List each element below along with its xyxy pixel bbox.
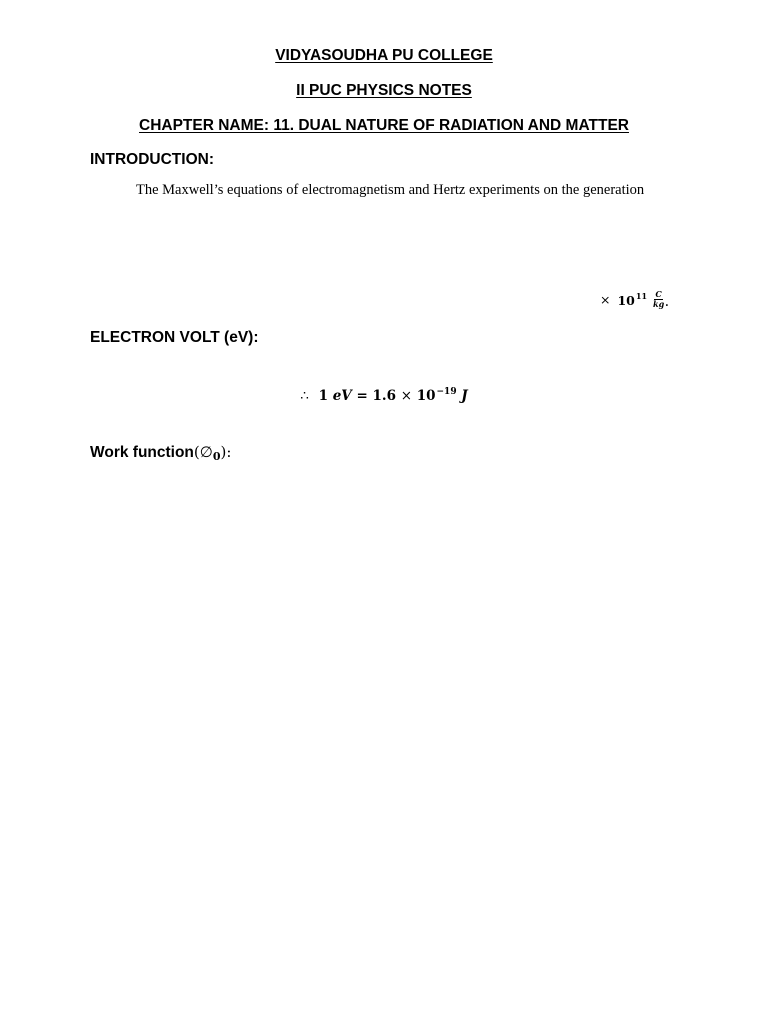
work-function-open-paren: ( (193, 443, 200, 461)
specific-charge-value (600, 290, 669, 309)
ev-unit-joule: J (461, 388, 468, 404)
power-exponent: 11 (635, 291, 648, 301)
unit-numerator: C (655, 289, 662, 299)
therefore-symbol: ∴ (300, 388, 309, 404)
power-of-ten (617, 291, 647, 308)
work-function-symbol: ∅ (199, 443, 213, 461)
ev-value: 1.6 (372, 388, 396, 404)
unit-fraction (653, 290, 664, 309)
electron-volt-heading: ELECTRON VOLT (eV): (90, 329, 259, 346)
ev-lhs-unit: eV (332, 388, 352, 404)
work-function-close: ): (220, 443, 232, 461)
unit-denominator: kg (653, 299, 665, 309)
trailing-period: . (665, 298, 669, 309)
electron-volt-equation (0, 387, 768, 404)
ev-times-sign: × (400, 388, 413, 404)
college-name: VIDYASOUDHA PU COLLEGE (275, 47, 493, 64)
introduction-paragraph: The Maxwell’s equations of electromagnetism and Hertz experiments on the generation (136, 182, 645, 198)
ev-lhs-number: 1 (318, 388, 328, 404)
chapter-title: CHAPTER NAME: 11. DUAL NATURE OF RADIATION AND MATTER (139, 117, 629, 134)
ev-power-of-ten (417, 388, 457, 404)
ev-power-exponent: −19 (436, 387, 457, 397)
ev-power-base: 10 (416, 388, 436, 404)
work-function-label: Work function (90, 444, 194, 461)
course-title: II PUC PHYSICS NOTES (296, 82, 472, 99)
work-function-heading (90, 443, 231, 463)
equals-sign: = (356, 388, 368, 404)
work-function-subscript: 0 (212, 450, 221, 463)
power-base: 10 (617, 293, 635, 308)
times-sign: × (600, 292, 611, 307)
introduction-heading: INTRODUCTION: (90, 151, 214, 168)
